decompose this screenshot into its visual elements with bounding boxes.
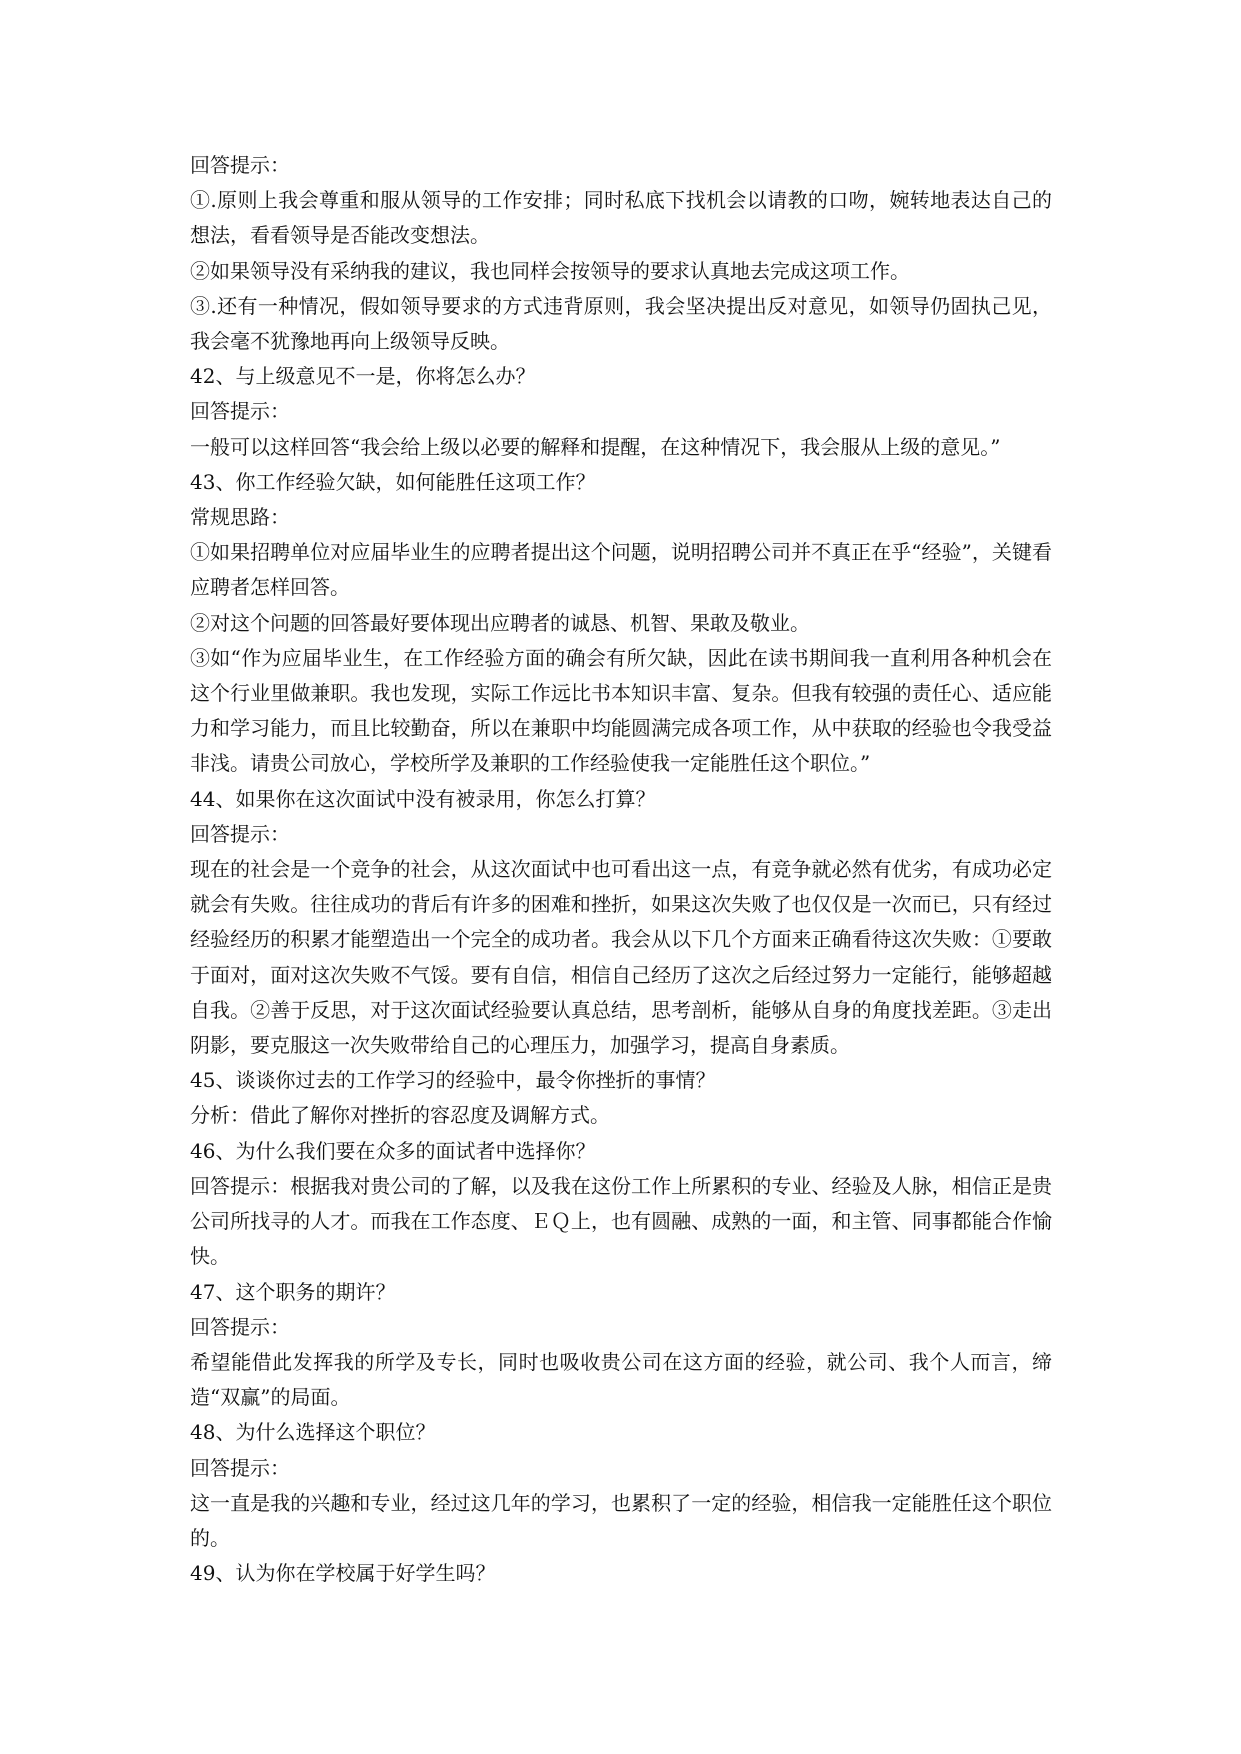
analysis-45: 分析：借此了解你对挫折的容忍度及调解方式。 bbox=[190, 1103, 610, 1128]
answer-point-1: ①.原则上我会尊重和服从领导的工作安排；同时私底下找机会以请教的口吻，婉转地表达自己的想法，看看领导是否能改变想法。 bbox=[190, 188, 1052, 248]
answer-43-point-3: ③如“作为应届毕业生，在工作经验方面的确会有所欠缺，因此在读书期间我一直利用各种机会在这个行业里做兼职。我也发现，实际工作远比书本知识丰富、复杂。但我有较强的责任心、适应能力和学习能力，而且比较勤奋，所以在兼职中均能圆满完成各项工作，从中获取的经验也令我受益非浅。请贵公司放心，学校所学及兼职的工作经验使我一定能胜任这个职位。” bbox=[190, 645, 1052, 776]
answer-46: 回答提示：根据我对贵公司的了解，以及我在这份工作上所累积的专业、经验及人脉，相信正是贵公司所找寻的人才。而我在工作态度、ＥＱ上，也有圆融、成熟的一面，和主管、同事都能合作愉快。 bbox=[190, 1173, 1052, 1269]
question-47: 47、这个职务的期许？ bbox=[190, 1279, 396, 1304]
question-44: 44、如果你在这次面试中没有被录用，你怎么打算？ bbox=[190, 786, 656, 811]
answer-44: 现在的社会是一个竞争的社会，从这次面试中也可看出这一点，有竞争就必然有优劣，有成功必定就会有失败。往往成功的背后有许多的困难和挫折，如果这次失败了也仅仅是一次而已，只有经过经验经历的积累才能塑造出一个完全的成功者。我会从以下几个方面来正确看待这次失败：①要敢于面对，面对这次失败不气馁。要有自信，相信自己经历了这次之后经过努力一定能行，能够超越自我。②善于反思，对于这次面试经验要认真总结，思考剖析，能够从自身的角度找差距。③走出阴影，要克服这一次失败带给自己的心理压力，加强学习，提高自身素质。 bbox=[190, 857, 1052, 1058]
answer-43-point-1: ①如果招聘单位对应届毕业生的应聘者提出这个问题，说明招聘公司并不真正在乎“经验”，关键看应聘者怎样回答。 bbox=[190, 540, 1052, 600]
answer-43-point-2: ②对这个问题的回答最好要体现出应聘者的诚恳、机智、果敢及敬业。 bbox=[190, 610, 810, 635]
answer-hint-label: 回答提示： bbox=[190, 1455, 290, 1480]
answer-hint-label: 回答提示： bbox=[190, 153, 290, 177]
answer-point-3: ③.还有一种情况，假如领导要求的方式违背原则，我会坚决提出反对意见，如领导仍固执己见，我会毫不犹豫地再向上级领导反映。 bbox=[190, 293, 1052, 354]
question-49: 49、认为你在学校属于好学生吗？ bbox=[190, 1561, 496, 1586]
answer-hint-label: 回答提示： bbox=[190, 399, 290, 424]
question-43: 43、你工作经验欠缺，如何能胜任这项工作？ bbox=[190, 469, 596, 494]
question-45: 45、谈谈你过去的工作学习的经验中，最令你挫折的事情？ bbox=[190, 1068, 716, 1093]
answer-hint-label: 回答提示： bbox=[190, 821, 290, 846]
approach-label: 常规思路： bbox=[190, 505, 290, 530]
answer-hint-label: 回答提示： bbox=[190, 1314, 290, 1339]
answer-48: 这一直是我的兴趣和专业，经过这几年的学习，也累积了一定的经验，相信我一定能胜任这个职位的。 bbox=[190, 1490, 1052, 1550]
answer-47: 希望能借此发挥我的所学及专长，同时也吸收贵公司在这方面的经验，就公司、我个人而言，缔造“双赢”的局面。 bbox=[190, 1349, 1052, 1410]
answer-point-2: ②如果领导没有采纳我的建议，我也同样会按领导的要求认真地去完成这项工作。 bbox=[190, 258, 910, 283]
question-42: 42、与上级意见不一是，你将怎么办？ bbox=[190, 364, 536, 389]
answer-42: 一般可以这样回答“我会给上级以必要的解释和提醒，在这种情况下，我会服从上级的意见。” bbox=[190, 434, 1001, 459]
question-48: 48、为什么选择这个职位？ bbox=[190, 1420, 436, 1445]
question-46: 46、为什么我们要在众多的面试者中选择你？ bbox=[190, 1138, 596, 1163]
document-page bbox=[190, 148, 1052, 1591]
